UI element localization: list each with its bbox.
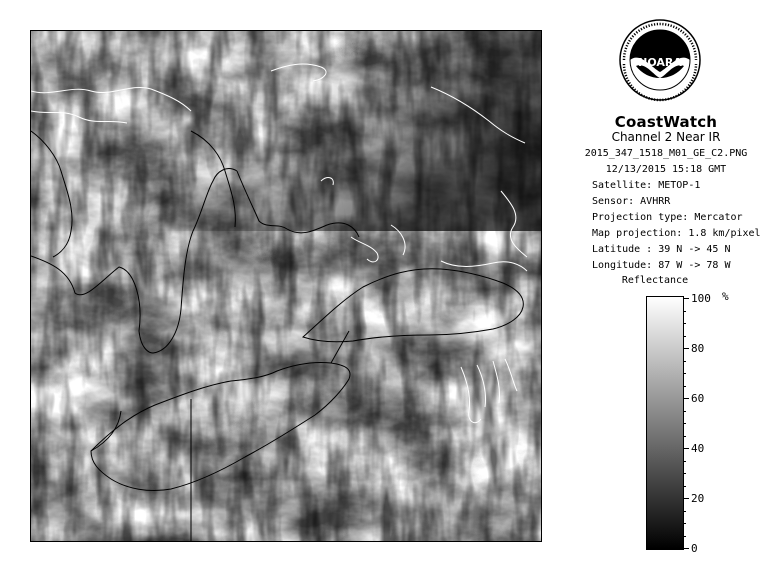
brand-title: CoastWatch (614, 113, 718, 131)
filename: 2015_347_1518_M01_GE_C2.PNG (584, 148, 748, 159)
colorbar-minor-tick (683, 423, 686, 424)
colorbar-minor-tick (683, 311, 686, 312)
colorbar-minor-tick (683, 461, 686, 462)
colorbar-tick (683, 448, 689, 449)
colorbar-tick-label: 100 (691, 292, 711, 305)
colorbar-minor-tick (683, 436, 686, 437)
colorbar-tick (683, 548, 689, 549)
colorbar-tick-label: 80 (691, 342, 705, 355)
colorbar-minor-tick (683, 373, 686, 374)
reflectance-map (31, 31, 542, 542)
reflectance-colorbar (646, 296, 684, 550)
latitude-range: Latitude : 39 N -> 45 N (592, 244, 731, 255)
colorbar-minor-tick (683, 511, 686, 512)
colorbar-minor-tick (683, 386, 686, 387)
map-projection: Map projection: 1.8 km/pixel (592, 228, 761, 239)
colorbar-tick-label: 20 (691, 492, 705, 505)
datetime: 12/13/2015 15:18 GMT (605, 164, 727, 175)
colorbar-minor-tick (683, 473, 686, 474)
channel-label: Channel 2 Near IR (611, 130, 721, 144)
satellite-label: Satellite: METOP-1 (592, 180, 701, 191)
noaa-logo (618, 14, 702, 110)
projection-type: Projection type: Mercator (592, 212, 743, 223)
legend-title: Reflectance (621, 275, 689, 286)
dark-sky-region (31, 31, 542, 231)
colorbar-minor-tick (683, 536, 686, 537)
colorbar-minor-tick (683, 411, 686, 412)
noaa-logo-icon (618, 14, 702, 110)
colorbar-minor-tick (683, 323, 686, 324)
colorbar-minor-tick (683, 523, 686, 524)
colorbar-tick (683, 298, 689, 299)
colorbar-minor-tick (683, 486, 686, 487)
colorbar-tick-label: 40 (691, 442, 705, 455)
longitude-range: Longitude: 87 W -> 78 W (592, 260, 731, 271)
logo-text: NOARA (638, 56, 682, 69)
colorbar-tick (683, 398, 689, 399)
colorbar-tick-label: 0 (691, 542, 698, 555)
satellite-image (30, 30, 542, 542)
colorbar-minor-tick (683, 336, 686, 337)
colorbar-tick (683, 498, 689, 499)
colorbar-minor-tick (683, 361, 686, 362)
colorbar-tick-label: 60 (691, 392, 705, 405)
legend-unit: % (722, 290, 729, 303)
sensor-label: Sensor: AVHRR (592, 196, 671, 207)
colorbar-tick (683, 348, 689, 349)
